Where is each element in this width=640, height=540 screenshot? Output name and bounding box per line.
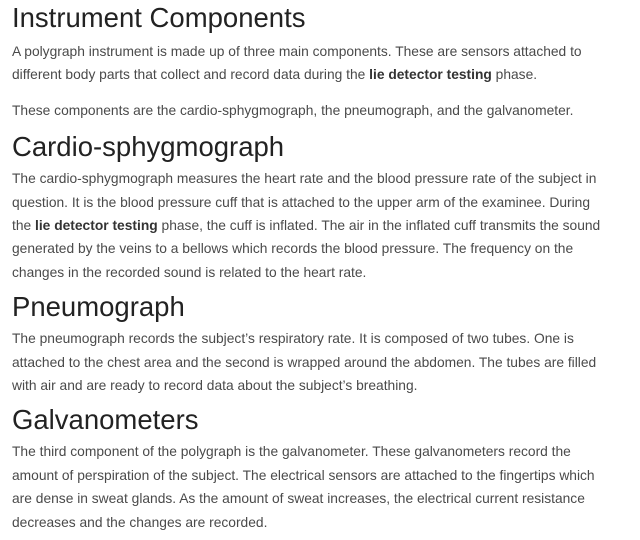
paragraph-instrument-components-list: These components are the cardio-sphygmograph, the pneumograph, and the galvanometer. xyxy=(12,102,574,118)
text-segment: A polygraph instrument is made up of three main components. These are sensors attached to different body parts that collect and record data during the xyxy=(12,44,582,83)
paragraph-cardio-sphygmograph xyxy=(12,167,612,284)
article-content xyxy=(12,0,612,534)
heading-galvanometers: Galvanometers xyxy=(12,404,199,436)
heading-pneumograph: Pneumograph xyxy=(12,291,185,323)
heading-cardio-sphygmograph: Cardio-sphygmograph xyxy=(12,131,285,163)
paragraph-galvanometers: The third component of the polygraph is the galvanometer. These galvanometers record the amount of perspiration of the subject. The electrical sensors are attached to the fingertips which are dense in sweat glands. As the amount of sweat increases, the electrical current resistance decreases and the changes are recorded. xyxy=(12,444,595,530)
bold-keyword: lie detector testing xyxy=(35,218,158,234)
bold-keyword: lie detector testing xyxy=(369,67,492,83)
text-segment: The cardio-sphygmograph measures the heart rate and the blood pressure rate of the subject in question. It is the blood pressure cuff that is attached to the upper arm of the examinee. During the xyxy=(12,171,597,234)
paragraph-instrument-components-intro xyxy=(12,40,612,87)
heading-instrument-components: Instrument Components xyxy=(12,2,306,33)
text-segment: phase. xyxy=(491,67,538,83)
paragraph-pneumograph: The pneumograph records the subject’s respiratory rate. It is composed of two tubes. One is attached to the chest area and the second is wrapped around the abdomen. The tubes are filled with air and are ready to record data about the subject’s breathing. xyxy=(12,331,597,394)
text-segment: phase, the cuff is inflated. The air in the inflated cuff transmits the sound generated by the veins to a bellows which records the blood pressure. The frequency on the changes in the recorded sound is related to the heart rate. xyxy=(12,218,601,280)
